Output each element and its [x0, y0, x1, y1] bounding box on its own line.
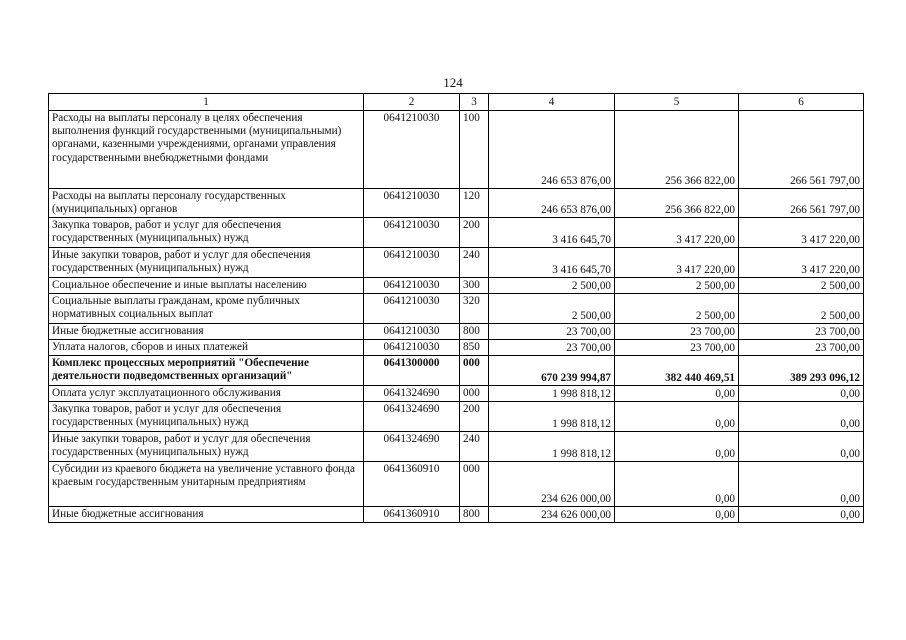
amount-col-4: 1 998 818,12 — [489, 402, 615, 432]
table-row — [49, 386, 864, 402]
expense-type-code: 320 — [460, 294, 489, 324]
amount-col-5: 0,00 — [615, 402, 739, 432]
table-row — [49, 462, 864, 507]
expense-name: Социальные выплаты гражданам, кроме публичных нормативных социальных выплат — [49, 294, 364, 324]
target-article-code: 0641210030 — [364, 294, 460, 324]
table-row — [49, 248, 864, 278]
amount-col-6: 0,00 — [739, 462, 864, 507]
expense-name: Закупка товаров, работ и услуг для обеспечения государственных (муниципальных) нужд — [49, 218, 364, 248]
expense-type-code: 240 — [460, 432, 489, 462]
amount-col-6: 266 561 797,00 — [739, 111, 864, 189]
amount-col-4: 23 700,00 — [489, 340, 615, 356]
column-header-2: 2 — [364, 94, 460, 111]
expense-name: Уплата налогов, сборов и иных платежей — [49, 340, 364, 356]
column-header-3: 3 — [460, 94, 489, 111]
expense-type-code: 000 — [460, 356, 489, 386]
expense-type-code: 800 — [460, 507, 489, 523]
amount-col-6: 389 293 096,12 — [739, 356, 864, 386]
amount-col-5: 3 417 220,00 — [615, 248, 739, 278]
target-article-code: 0641210030 — [364, 324, 460, 340]
target-article-code: 0641210030 — [364, 111, 460, 189]
amount-col-5: 0,00 — [615, 386, 739, 402]
amount-col-6: 0,00 — [739, 386, 864, 402]
table-row — [49, 507, 864, 523]
amount-col-4: 3 416 645,70 — [489, 218, 615, 248]
expense-type-code: 850 — [460, 340, 489, 356]
amount-col-5: 256 366 822,00 — [615, 189, 739, 218]
expense-name: Иные закупки товаров, работ и услуг для обеспечения государственных (муниципальных) нужд — [49, 432, 364, 462]
budget-table — [48, 93, 864, 523]
expense-type-code: 240 — [460, 248, 489, 278]
amount-col-5: 23 700,00 — [615, 340, 739, 356]
expense-name: Оплата услуг эксплуатационного обслуживания — [49, 386, 364, 402]
target-article-code: 0641210030 — [364, 248, 460, 278]
amount-col-5: 0,00 — [615, 432, 739, 462]
target-article-code: 0641360910 — [364, 507, 460, 523]
amount-col-6: 0,00 — [739, 507, 864, 523]
column-header-5: 5 — [615, 94, 739, 111]
amount-col-5: 0,00 — [615, 462, 739, 507]
amount-col-4: 234 626 000,00 — [489, 462, 615, 507]
table-row — [49, 218, 864, 248]
amount-col-6: 23 700,00 — [739, 324, 864, 340]
amount-col-6: 0,00 — [739, 432, 864, 462]
column-header-4: 4 — [489, 94, 615, 111]
amount-col-6: 23 700,00 — [739, 340, 864, 356]
target-article-code: 0641324690 — [364, 402, 460, 432]
expense-type-code: 100 — [460, 111, 489, 189]
amount-col-5: 2 500,00 — [615, 294, 739, 324]
amount-col-4: 246 653 876,00 — [489, 111, 615, 189]
amount-col-4: 246 653 876,00 — [489, 189, 615, 218]
table-row — [49, 356, 864, 386]
target-article-code: 0641360910 — [364, 462, 460, 507]
column-header-6: 6 — [739, 94, 864, 111]
amount-col-4: 1 998 818,12 — [489, 432, 615, 462]
column-header-1: 1 — [49, 94, 364, 111]
table-row — [49, 340, 864, 356]
table-row — [49, 324, 864, 340]
amount-col-5: 0,00 — [615, 507, 739, 523]
table-row — [49, 402, 864, 432]
expense-type-code: 000 — [460, 386, 489, 402]
amount-col-4: 234 626 000,00 — [489, 507, 615, 523]
table-row — [49, 432, 864, 462]
amount-col-6: 2 500,00 — [739, 294, 864, 324]
target-article-code: 0641210030 — [364, 278, 460, 294]
amount-col-4: 2 500,00 — [489, 294, 615, 324]
amount-col-4: 3 416 645,70 — [489, 248, 615, 278]
page-number: 124 — [443, 75, 463, 90]
amount-col-4: 23 700,00 — [489, 324, 615, 340]
amount-col-4: 1 998 818,12 — [489, 386, 615, 402]
target-article-code: 0641300000 — [364, 356, 460, 386]
expense-name: Закупка товаров, работ и услуг для обеспечения государственных (муниципальных) нужд — [49, 402, 364, 432]
expense-name: Иные бюджетные ассигнования — [49, 324, 364, 340]
expense-name: Иные закупки товаров, работ и услуг для обеспечения государственных (муниципальных) нужд — [49, 248, 364, 278]
amount-col-6: 0,00 — [739, 402, 864, 432]
target-article-code: 0641210030 — [364, 340, 460, 356]
amount-col-5: 3 417 220,00 — [615, 218, 739, 248]
expense-name: Расходы на выплаты персоналу в целях обеспечения выполнения функций государственными (муниципальными) органами, казенными учреждениями, органами управления государственными внебюджетными фондами — [49, 111, 364, 189]
amount-col-6: 3 417 220,00 — [739, 248, 864, 278]
expense-name: Расходы на выплаты персоналу государственных (муниципальных) органов — [49, 189, 364, 218]
table-row — [49, 111, 864, 189]
column-number-header-row — [49, 94, 864, 111]
table-row — [49, 294, 864, 324]
amount-col-5: 256 366 822,00 — [615, 111, 739, 189]
expense-type-code: 120 — [460, 189, 489, 218]
target-article-code: 0641324690 — [364, 432, 460, 462]
target-article-code: 0641210030 — [364, 218, 460, 248]
amount-col-6: 3 417 220,00 — [739, 218, 864, 248]
table-row — [49, 278, 864, 294]
expense-name: Комплекс процессных мероприятий "Обеспечение деятельности подведомственных организаций" — [49, 356, 364, 386]
target-article-code: 0641210030 — [364, 189, 460, 218]
target-article-code: 0641324690 — [364, 386, 460, 402]
amount-col-6: 2 500,00 — [739, 278, 864, 294]
expense-type-code: 800 — [460, 324, 489, 340]
expense-type-code: 200 — [460, 402, 489, 432]
amount-col-4: 670 239 994,87 — [489, 356, 615, 386]
expense-name: Социальное обеспечение и иные выплаты населению — [49, 278, 364, 294]
table-row — [49, 189, 864, 218]
amount-col-6: 266 561 797,00 — [739, 189, 864, 218]
amount-col-5: 2 500,00 — [615, 278, 739, 294]
expense-type-code: 000 — [460, 462, 489, 507]
expense-name: Субсидии из краевого бюджета на увеличение уставного фонда краевым государственным унитарным предприятиям — [49, 462, 364, 507]
expense-type-code: 300 — [460, 278, 489, 294]
amount-col-5: 382 440 469,51 — [615, 356, 739, 386]
expense-name: Иные бюджетные ассигнования — [49, 507, 364, 523]
expense-type-code: 200 — [460, 218, 489, 248]
amount-col-4: 2 500,00 — [489, 278, 615, 294]
amount-col-5: 23 700,00 — [615, 324, 739, 340]
